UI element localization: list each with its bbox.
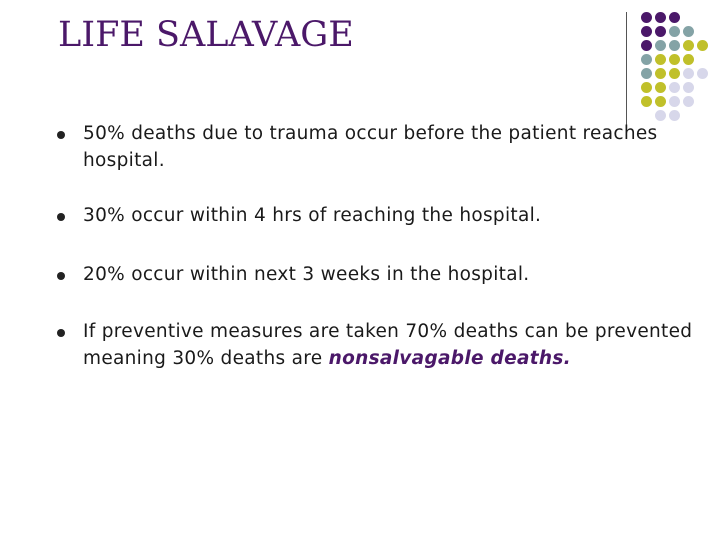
decorative-dot (641, 12, 652, 23)
decorative-dot (669, 26, 680, 37)
decorative-dot (683, 68, 694, 79)
decorative-dot (669, 54, 680, 65)
decorative-dot (641, 96, 652, 107)
decorative-dot (683, 26, 694, 37)
decorative-dot (655, 96, 666, 107)
decorative-dot (669, 96, 680, 107)
bullet-text-4-plain: If preventive measures are taken 70% deaths can be prevented meaning 30% deaths are (83, 321, 693, 369)
bullet-text-3: 20% occur within next 3 weeks in the hospital. (83, 264, 530, 285)
decorative-dot (641, 54, 652, 65)
bullet-text-4 (83, 318, 693, 372)
decorative-dot (655, 54, 666, 65)
decorative-dot (669, 82, 680, 93)
decorative-dot (683, 82, 694, 93)
decorative-dot (683, 96, 694, 107)
decorative-dot (655, 110, 666, 121)
slide-title: LIFE SALAVAGE (58, 15, 354, 55)
decorative-dot (655, 68, 666, 79)
decorative-dot (669, 68, 680, 79)
decorative-dot (669, 12, 680, 23)
decorative-dot (641, 26, 652, 37)
decorative-dot (683, 40, 694, 51)
decorative-dot (641, 68, 652, 79)
decorative-dot (655, 12, 666, 23)
decorative-dot (641, 82, 652, 93)
decorative-dot (669, 110, 680, 121)
decorative-dot (655, 40, 666, 51)
bullet-marker-icon (57, 213, 65, 221)
emphasis-nonsalvagable: nonsalvagable deaths. (328, 348, 571, 369)
decorative-dot (655, 26, 666, 37)
decorative-dot (697, 40, 708, 51)
decorative-dot (641, 40, 652, 51)
bullet-text-1: 50% deaths due to trauma occur before the patient reaches hospital. (83, 123, 658, 171)
bullet-marker-icon (57, 329, 65, 337)
decorative-divider-line (626, 12, 627, 130)
decorative-dot (697, 68, 708, 79)
decorative-dot (683, 54, 694, 65)
bullet-marker-icon (57, 131, 65, 139)
bullet-text-2: 30% occur within 4 hrs of reaching the hospital. (83, 205, 542, 226)
decorative-dot (655, 82, 666, 93)
decorative-dot (669, 40, 680, 51)
bullet-marker-icon (57, 272, 65, 280)
